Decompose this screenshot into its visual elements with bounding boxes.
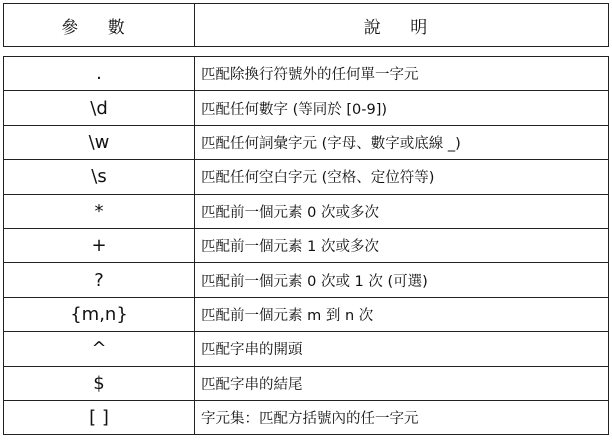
row-param: + bbox=[4, 228, 195, 262]
table-row bbox=[4, 297, 609, 331]
row-desc: 匹配任何數字 (等同於 [0-9]) bbox=[195, 91, 609, 125]
header-param: 參 數 bbox=[4, 4, 195, 47]
row-param: \s bbox=[4, 160, 195, 194]
row-desc: 匹配任何空白字元 (空格、定位符等) bbox=[195, 160, 609, 194]
table-row bbox=[4, 125, 609, 159]
table-row bbox=[4, 228, 609, 262]
table-row bbox=[4, 332, 609, 366]
row-desc: 匹配前一個元素 m 到 n 次 bbox=[195, 297, 609, 331]
row-param: \d bbox=[4, 91, 195, 125]
table-row bbox=[4, 160, 609, 194]
header-desc: 說 明 bbox=[195, 4, 609, 47]
row-param: . bbox=[4, 57, 195, 91]
row-desc: 字元集：匹配方括號內的任一字元 bbox=[195, 400, 609, 434]
row-desc: 匹配前一個元素 0 次或多次 bbox=[195, 194, 609, 228]
table-row bbox=[4, 57, 609, 91]
table-row bbox=[4, 91, 609, 125]
table-row bbox=[4, 400, 609, 434]
table-body bbox=[3, 56, 609, 435]
row-param: \w bbox=[4, 125, 195, 159]
row-param: ? bbox=[4, 263, 195, 297]
row-desc: 匹配前一個元素 0 次或 1 次 (可選) bbox=[195, 263, 609, 297]
table-row bbox=[4, 366, 609, 400]
row-desc: 匹配前一個元素 1 次或多次 bbox=[195, 228, 609, 262]
table-row bbox=[4, 194, 609, 228]
row-desc: 匹配除換行符號外的任何單一字元 bbox=[195, 57, 609, 91]
regex-reference-table bbox=[3, 3, 608, 435]
table-header bbox=[3, 3, 609, 47]
table-row bbox=[4, 263, 609, 297]
row-desc: 匹配任何詞彙字元 (字母、數字或底線 _) bbox=[195, 125, 609, 159]
row-param: ^ bbox=[4, 332, 195, 366]
row-desc: 匹配字串的結尾 bbox=[195, 366, 609, 400]
row-param: $ bbox=[4, 366, 195, 400]
row-param: [ ] bbox=[4, 400, 195, 434]
row-desc: 匹配字串的開頭 bbox=[195, 332, 609, 366]
row-param: {m,n} bbox=[4, 297, 195, 331]
row-param: * bbox=[4, 194, 195, 228]
